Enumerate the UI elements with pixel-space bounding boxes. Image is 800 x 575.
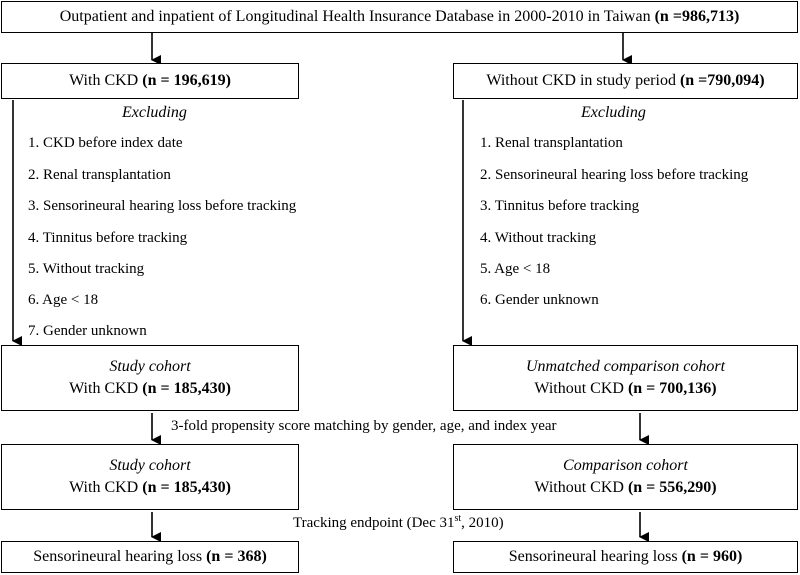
- source-database-text: Outpatient and inpatient of Longitudinal Health Insurance Database in 2000-2010 in Taiwan (n =986,713): [59, 8, 740, 26]
- study-cohort-count: With CKD (n = 185,430): [69, 380, 231, 397]
- left-outcome-text: Sensorineural hearing loss (n = 368): [33, 548, 267, 566]
- comparison-cohort-box: [453, 444, 798, 510]
- right-exclusion-item: 4. Without tracking: [480, 230, 597, 246]
- left-excluding-title: Excluding: [122, 104, 187, 121]
- right-exclusion-item: 1. Renal transplantation: [480, 135, 623, 151]
- source-database-box: [1, 1, 798, 33]
- study-cohort-title: Study cohort: [109, 358, 191, 376]
- right-exclusion-item: 3. Tinnitus before tracking: [480, 198, 640, 214]
- matched-study-cohort-count: With CKD (n = 185,430): [69, 479, 231, 496]
- right-excluding-title: Excluding: [581, 104, 646, 121]
- left-exclusion-item: 4. Tinnitus before tracking: [28, 230, 188, 246]
- left-exclusion-item: 6. Age < 18: [28, 292, 99, 308]
- left-exclusion-item: 1. CKD before index date: [28, 135, 183, 151]
- matched-study-cohort-title: Study cohort: [109, 457, 191, 475]
- tracking-endpoint-label: Tracking endpoint (Dec 31st, 2010): [290, 515, 507, 532]
- left-outcome-box: [1, 541, 299, 573]
- right-outcome-box: [453, 541, 798, 573]
- right-outcome-text: Sensorineural hearing loss (n = 960): [508, 548, 743, 566]
- unmatched-comparison-cohort-box: [453, 345, 798, 411]
- comparison-cohort-title: Comparison cohort: [563, 457, 688, 475]
- unmatched-cohort-count: Without CKD (n = 700,136): [534, 380, 717, 397]
- comparison-cohort-count: Without CKD (n = 556,290): [534, 479, 717, 496]
- left-exclusion-item: 3. Sensorineural hearing loss before tracking: [28, 198, 297, 214]
- study-cohort-box: [1, 345, 299, 411]
- without-ckd-text: Without CKD in study period (n =790,094): [486, 72, 765, 90]
- right-exclusion-item: 2. Sensorineural hearing loss before tracking: [480, 167, 749, 183]
- left-exclusion-item: 2. Renal transplantation: [28, 167, 171, 183]
- unmatched-cohort-title: Unmatched comparison cohort: [525, 358, 726, 376]
- left-exclusion-item: 5. Without tracking: [28, 261, 145, 277]
- with-ckd-text: With CKD (n = 196,619): [69, 72, 231, 90]
- right-exclusion-item: 6. Gender unknown: [480, 292, 599, 308]
- propensity-matching-label: 3-fold propensity score matching by gender, age, and index year: [168, 418, 560, 435]
- without-ckd-box: [453, 63, 798, 99]
- left-exclusion-item: 7. Gender unknown: [28, 323, 147, 339]
- right-exclusion-item: 5. Age < 18: [480, 261, 551, 277]
- with-ckd-box: [1, 63, 299, 99]
- matched-study-cohort-box: [1, 444, 299, 510]
